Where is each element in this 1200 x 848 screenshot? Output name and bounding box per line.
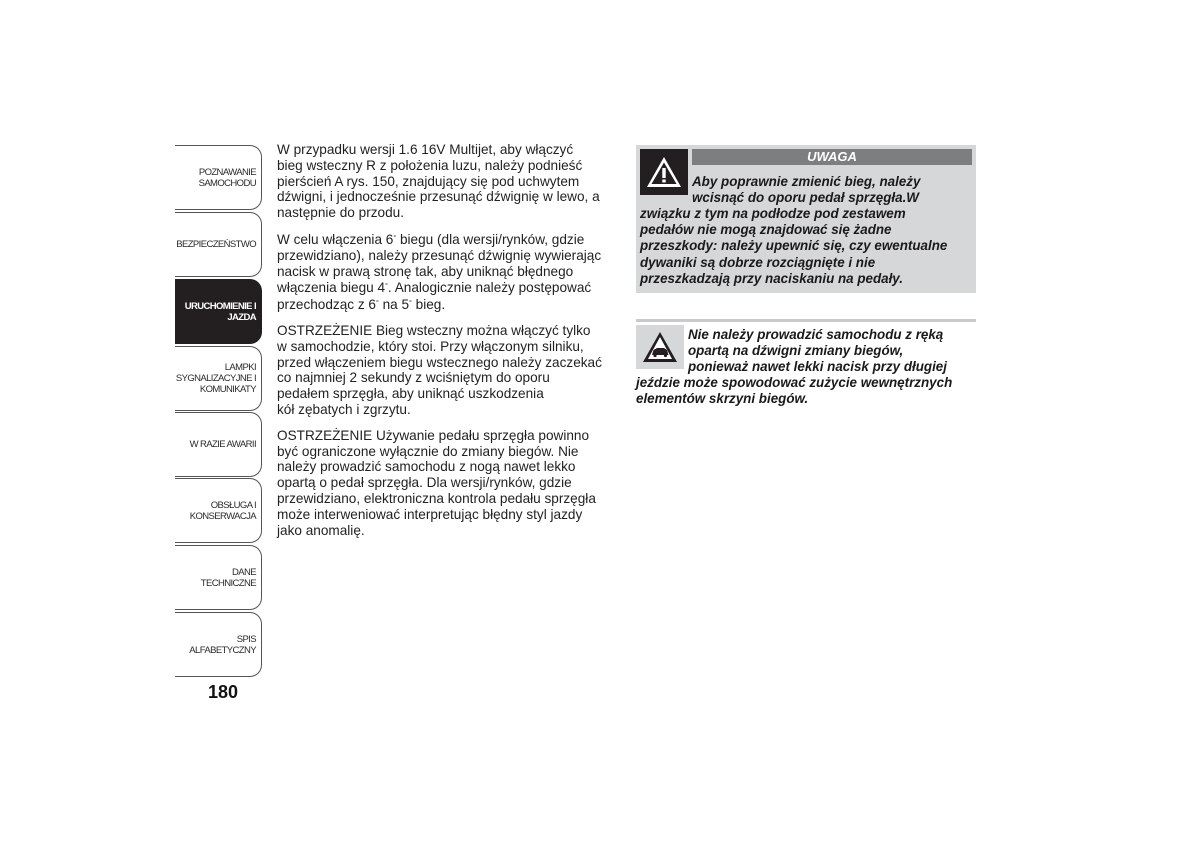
tab-label: W RAZIE AWARII [189, 439, 256, 450]
warning-text-rest: związku z tym na podłodze pod zestawem pedałów nie mogą znajdować się żadne przeszkody: należy upewnić się, czy ewentualne dywaniki są dobrze rozciągnięte i nie przeszkadzają przy naciskaniu na pedały. [640, 206, 948, 286]
tab-label: SPIS ALFABETYCZNY [189, 633, 256, 656]
tab-label: LAMPKI SYGNALIZACYJNE I KOMUNIKATY [175, 362, 256, 395]
tab-spis-alfabetyczny[interactable] [175, 612, 262, 677]
paragraph-warning-clutch: OSTRZEŻENIE Używanie pedału sprzęgła powinno być ograniczone wyłącznie do zmiany biegów. Nie należy prowadzić samochodu z nogą nawet lekko opartą o pedał sprzęgła. Dla wersji/rynków, gdzie przewidziano, elektroniczna kontrola pedału sprzęgła może interweniować interpretując błędny styl jazdy jako anomalię. [277, 427, 596, 538]
tab-poznawanie-samochodu[interactable] [175, 145, 262, 210]
warning2-text-rest: jeździe może spowodować zużycie wewnętrznych elementów skrzyni biegów. [636, 375, 953, 407]
tab-label: OBSŁUGA I KONSERWACJA [189, 499, 256, 522]
tab-label: BEZPIECZEŃSTWO [176, 239, 256, 250]
tab-bezpieczenstwo[interactable] [175, 212, 262, 277]
page-number: 180 [208, 682, 239, 702]
paragraph-reverse-gear: W przypadku wersji 1.6 16V Multijet, aby włączyć bieg wsteczny R z położenia luzu, należy podnieść pierścień A rys. 150, znajdujący się pod uchwytem dźwigni, i jednocześnie przesunąć dźwignię w lewo, a następnie do przodu. [277, 142, 600, 221]
warning-triangle-icon [640, 149, 688, 195]
divider [636, 319, 976, 322]
tab-uruchomienie-i-jazda[interactable] [175, 279, 262, 344]
tab-obsluga-i-konserwacja[interactable] [175, 478, 262, 543]
warning-box-uwaga [636, 145, 976, 293]
tab-w-razie-awarii[interactable] [175, 412, 262, 477]
tab-label: URUCHOMIENIE I JAZDA [184, 300, 256, 323]
warning2-text-first: Nie należy prowadzić samochodu z ręką opartą na dźwigni zmiany biegów, ponieważ nawet lekki nacisk przy długiej [688, 327, 947, 375]
tab-label: POZNAWANIE SAMOCHODU [198, 166, 256, 189]
warning-heading: UWAGA [692, 149, 972, 165]
main-text-column [277, 142, 617, 548]
tab-label: DANE TECHNICZNE [200, 566, 256, 589]
car-damage-warning-icon [636, 325, 684, 369]
paragraph-warning-reverse: OSTRZEŻENIE Bieg wsteczny można włączyć tylko w samochodzie, który stoi. Przy włączonym silniku, przed włączeniem biegu wstecznego należy zaczekać co najmniej 2 sekundy z wciśniętym do oporu pedałem sprzęgła, aby uniknąć uszkodzenia kół zębatych i zgrzytu. [277, 322, 602, 417]
tab-dane-techniczne[interactable] [175, 545, 262, 610]
warning-text-first: Aby poprawnie zmienić bieg, należy wcisnąć do oporu pedał sprzęgła.W [692, 174, 921, 206]
tab-lampki-sygnalizacyjne[interactable] [175, 346, 262, 411]
paragraph-sixth-gear: W celu włączenia 6° biegu (dla wersji/rynków, gdzie przewidziano), należy przesunąć dźwignię wywierając nacisk w prawą stronę tak, aby uniknąć błędnego włączenia biegu 4°. Analogicznie należy postępować przechodząc z 6° na 5° bieg. [277, 231, 602, 313]
